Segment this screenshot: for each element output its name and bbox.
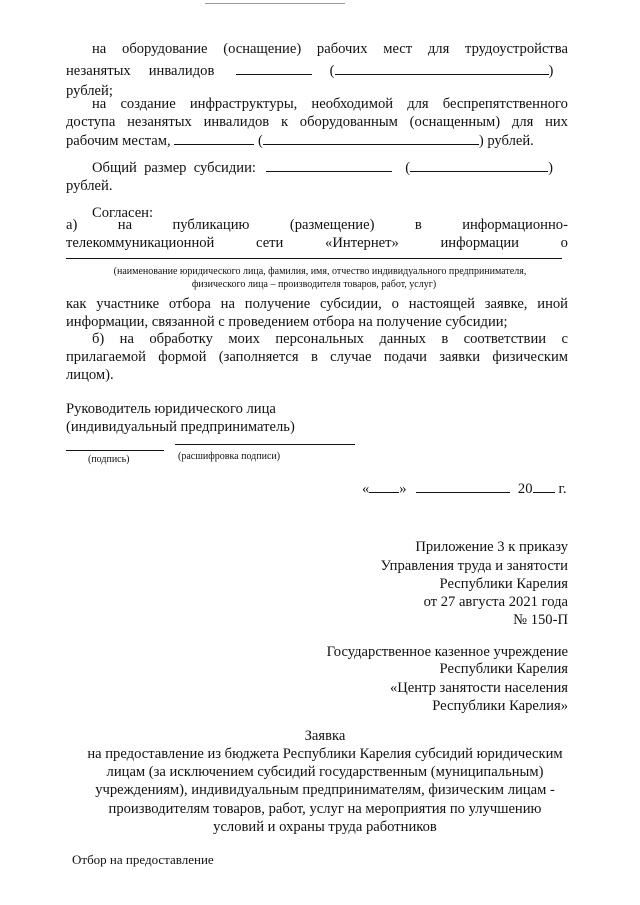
word: подачи: [383, 349, 427, 365]
word: отбора: [168, 296, 211, 312]
appendix-line1: Приложение 3 к приказу: [415, 539, 568, 555]
word: на: [92, 96, 107, 112]
para2-line1: [92, 95, 568, 114]
word: доступа: [66, 114, 116, 130]
word: персональных: [275, 331, 364, 347]
signer-role-line2: (индивидуальный предприниматель): [66, 419, 295, 435]
total-amount-blank[interactable]: [266, 158, 392, 172]
year-prefix: 20: [517, 481, 533, 497]
word: телекоммуникационной: [66, 235, 215, 251]
word: оборудованным: [299, 114, 398, 130]
word: физическим: [492, 349, 568, 365]
para2-line2: [66, 113, 568, 132]
appendix-line4: от 27 августа 2021 года: [423, 594, 568, 610]
addressee-line4: Республики Карелия»: [432, 698, 568, 714]
word: в: [310, 349, 318, 365]
word: о: [391, 296, 399, 312]
word: создание: [120, 96, 176, 112]
organization-name-blank[interactable]: [66, 258, 562, 259]
word: иной: [537, 296, 568, 312]
signer-role-line1: Руководитель юридического лица: [66, 401, 276, 417]
consent-a-line2: [66, 234, 568, 253]
total-line1: Общий размер субсидии: ( ): [92, 160, 554, 176]
word: сети: [256, 235, 284, 251]
consent-b-line1: [92, 330, 568, 349]
date-quote-open: «: [362, 481, 370, 497]
word: формой: [158, 349, 207, 365]
consent-b-line2: [66, 348, 568, 367]
word: обработку: [149, 331, 213, 347]
word: мест: [383, 41, 413, 57]
word: прилагаемой: [66, 349, 146, 365]
para1-w2: инвалидов: [148, 63, 215, 79]
para2-line3: рабочим местам, ( ) рублей.: [66, 133, 534, 149]
word: в: [414, 217, 422, 233]
para1-line2: незанятых инвалидов ( ): [66, 63, 554, 79]
date-quote-close: »: [399, 481, 407, 497]
word: в: [441, 331, 449, 347]
word: на: [220, 296, 235, 312]
word: информации: [440, 235, 519, 251]
word: моих: [228, 331, 260, 347]
amount-blank-2[interactable]: [174, 131, 254, 145]
word: субсидии,: [320, 296, 382, 312]
appendix-line3: Республики Карелия: [439, 576, 568, 592]
word: «Интернет»: [325, 235, 399, 251]
word: на: [92, 41, 107, 57]
word: с: [561, 331, 568, 347]
addressee-line2: Республики Карелия: [439, 661, 568, 677]
word: на: [119, 331, 134, 347]
word: (размещение): [289, 217, 375, 233]
appendix-line5: № 150-П: [513, 612, 568, 628]
word: инфраструктуры,: [189, 96, 298, 112]
word: беспрепятственного: [442, 96, 568, 112]
selection-text: Отбор на предоставление: [72, 852, 214, 867]
application-line3: учреждениям), индивидуальным предпринимателям, физическим лицам -: [95, 782, 555, 798]
date-line: [362, 479, 567, 499]
word: о: [560, 235, 568, 251]
total-w3: субсидии:: [193, 160, 256, 176]
addressee-line1: Государственное казенное учреждение: [326, 644, 568, 660]
word: инвалидов: [203, 114, 270, 130]
word: данных: [379, 331, 426, 347]
word: настоящей: [408, 296, 475, 312]
word: а): [66, 217, 78, 233]
word: оборудование: [122, 41, 208, 57]
word: информационно-: [462, 217, 568, 233]
para1-w1: незанятых: [66, 63, 131, 79]
word: заявки: [439, 349, 481, 365]
word: (оснащение): [223, 41, 302, 57]
application-title: Заявка: [304, 728, 346, 744]
word: б): [92, 331, 105, 347]
appendix-line2: Управления труда и занятости: [380, 558, 568, 574]
para1-line1: [92, 40, 568, 59]
word: них: [545, 114, 568, 130]
word: заявке,: [484, 296, 528, 312]
word: как: [66, 296, 87, 312]
word: для: [511, 114, 534, 130]
word: незанятых: [127, 114, 192, 130]
word: участнике: [96, 296, 160, 312]
signature-decode-caption: (расшифровка подписи): [178, 451, 281, 462]
word: необходимой: [311, 96, 394, 112]
application-line4: производителям товаров, работ, услуг на мероприятия по улучшению: [108, 801, 542, 817]
total-words-blank[interactable]: [410, 158, 548, 172]
year-blank[interactable]: [533, 479, 555, 493]
application-line5: условий и охраны труда работников: [213, 819, 437, 835]
word: публикацию: [172, 217, 250, 233]
word: на: [117, 217, 133, 233]
amount-words-blank-2[interactable]: [263, 131, 479, 145]
application-line1: на предоставление из бюджета Республики Карелия субсидий юридическим: [87, 746, 563, 762]
word: (заполняется: [218, 349, 299, 365]
word: соответствии: [463, 331, 547, 347]
word: для: [407, 96, 429, 112]
signature-caption: (подпись): [88, 454, 130, 465]
word: (оснащенным): [409, 114, 501, 130]
consent-a-line3: [66, 295, 568, 314]
signature-decode-blank[interactable]: [175, 444, 355, 445]
word: для: [427, 41, 450, 57]
para2-line3-end: ) рублей.: [478, 133, 534, 149]
amount-blank-1[interactable]: [236, 61, 312, 75]
page-top-rule: [205, 3, 345, 4]
para1-line3: рублей;: [66, 83, 113, 99]
month-blank[interactable]: [416, 479, 510, 493]
consent-a-line1: [66, 216, 568, 235]
consent-b-line3: лицом).: [66, 367, 114, 383]
consent-title: Согласен:: [92, 205, 154, 221]
total-line2: рублей.: [66, 178, 113, 194]
word: рабочих: [316, 41, 368, 57]
application-line2: лицам (за исключением субсидий государственным (муниципальным): [106, 764, 544, 780]
total-w2: размер: [144, 160, 187, 176]
addressee-line3: «Центр занятости населения: [389, 680, 568, 696]
para2-line3-start: рабочим местам,: [66, 133, 171, 149]
word: трудоустройства: [465, 41, 568, 57]
org-caption-line1: (наименование юридического лица, фамилия, имя, отчество индивидуального предпринимателя,: [113, 266, 527, 277]
total-w1: Общий: [92, 160, 137, 176]
day-blank[interactable]: [369, 479, 399, 493]
org-caption-line2: физического лица – производителя товаров, работ, услуг): [191, 279, 437, 290]
word: получение: [244, 296, 311, 312]
year-suffix: г.: [558, 481, 567, 497]
word: случае: [330, 349, 372, 365]
word: к: [280, 114, 289, 130]
amount-words-blank-1[interactable]: [335, 61, 549, 75]
signature-blank[interactable]: [66, 450, 164, 451]
consent-a-line4: информации, связанной с проведением отбора на получение субсидии;: [66, 314, 508, 330]
